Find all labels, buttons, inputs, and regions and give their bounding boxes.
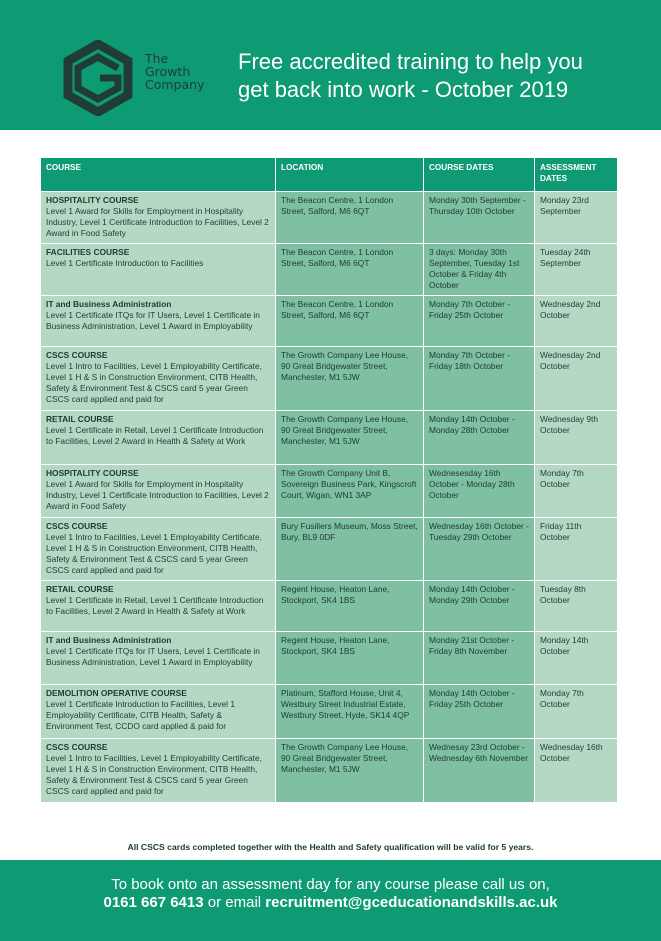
course-description: Level 1 Intro to Facilities, Level 1 Employability Certificate, Level 1 H & S in Construction Environment, CITB Health, Safety & Environment Test & CSCS card 5 year Green CSCS card applied and paid for: [46, 753, 262, 796]
course-name: IT and Business Administration: [46, 635, 172, 645]
table-row: [41, 244, 618, 296]
assessment-date-cell: Monday 23rd September: [535, 192, 618, 244]
assessment-date-cell: Monday 14th October: [535, 632, 618, 685]
location-cell: The Beacon Centre, 1 London Street, Salford, M6 6QT: [276, 244, 424, 296]
course-cell: [41, 685, 276, 739]
course-name: HOSPITALITY COURSE: [46, 468, 139, 478]
course-dates-cell: Monday 7th October - Friday 25th October: [424, 296, 535, 347]
assessment-date-cell: Monday 7th October: [535, 465, 618, 518]
email-address: recruitment@gceducationandskills.ac.uk: [265, 894, 558, 911]
location-cell: The Growth Company Lee House, 90 Great Bridgewater Street, Manchester, M1 5JW: [276, 739, 424, 803]
assessment-date-cell: Wednesday 16th October: [535, 739, 618, 803]
growth-company-logo-icon: [60, 40, 136, 116]
course-dates-cell: Wednesay 23rd October - Wednesday 6th November: [424, 739, 535, 803]
footer-banner: [0, 860, 661, 941]
column-header-course-dates: COURSE DATES: [424, 158, 535, 192]
course-description: Level 1 Certificate ITQs for IT Users, Level 1 Certificate in Business Administration, Level 1 Award in Employability: [46, 310, 260, 331]
location-cell: Bury Fusiliers Museum, Moss Street, Bury, BL9 0DF: [276, 518, 424, 581]
course-dates-cell: Monday 21st October - Friday 8th November: [424, 632, 535, 685]
column-header-location: LOCATION: [276, 158, 424, 192]
course-cell: [41, 518, 276, 581]
assessment-date-cell: Friday 11th October: [535, 518, 618, 581]
table-header-row: [41, 158, 618, 192]
location-cell: Regent House, Heaton Lane, Stockport, SK4 1BS: [276, 632, 424, 685]
table-row: [41, 296, 618, 347]
course-description: Level 1 Certificate ITQs for IT Users, Level 1 Certificate in Business Administration, Level 1 Award in Employability: [46, 646, 260, 667]
or-email-text: or email: [203, 894, 266, 911]
table-row: [41, 192, 618, 244]
assessment-date-cell: Tuesday 24th September: [535, 244, 618, 296]
table-row: [41, 581, 618, 632]
course-description: Level 1 Award for Skills for Employment in Hospitality Industry, Level 1 Certificate Introduction to Facilities, Level 2 Award in Food Safety: [46, 479, 269, 511]
table-row: [41, 518, 618, 581]
course-description: Level 1 Certificate in Retail, Level 1 Certificate Introduction to Facilities, Level 2 Award in Health & Safety at Work: [46, 425, 264, 446]
location-cell: The Growth Company Lee House, 90 Great Bridgewater Street, Manchester, M1 5JW: [276, 411, 424, 465]
column-header-assessment-dates: ASSESSMENT DATES: [535, 158, 618, 192]
location-cell: The Growth Company Unit B, Sovereign Business Park, Kingscroft Court, Wigan, WN1 3AP: [276, 465, 424, 518]
table-row: [41, 685, 618, 739]
course-name: FACILITIES COURSE: [46, 247, 130, 257]
location-cell: The Beacon Centre, 1 London Street, Salford, M6 6QT: [276, 192, 424, 244]
course-dates-cell: Wednesesday 16th October - Monday 28th October: [424, 465, 535, 518]
table-row: [41, 347, 618, 411]
course-dates-cell: Monday 7th October - Friday 18th October: [424, 347, 535, 411]
course-description: Level 1 Certificate in Retail, Level 1 Certificate Introduction to Facilities, Level 2 Award in Health & Safety at Work: [46, 595, 264, 616]
course-name: RETAIL COURSE: [46, 414, 114, 424]
course-cell: [41, 411, 276, 465]
course-cell: [41, 632, 276, 685]
page-title: Free accredited training to help you get back into work - October 2019: [238, 49, 583, 102]
course-name: CSCS COURSE: [46, 521, 108, 531]
course-description: Level 1 Certificate Introduction to Facilities: [46, 258, 204, 268]
location-cell: The Growth Company Lee House, 90 Great Bridgewater Street, Manchester, M1 5JW: [276, 347, 424, 411]
assessment-date-cell: Wednesday 2nd October: [535, 347, 618, 411]
course-description: Level 1 Intro to Facilities, Level 1 Employability Certificate, Level 1 H & S in Construction Environment, CITB Health, Safety & Environment Test & CSCS card 5 year Green CSCS card applied and paid for: [46, 532, 262, 575]
course-name: CSCS COURSE: [46, 350, 108, 360]
table-row: [41, 465, 618, 518]
assessment-date-cell: Tuesday 8th October: [535, 581, 618, 632]
course-table: [40, 157, 617, 803]
course-dates-cell: Wednesday 16th October - Tuesday 29th October: [424, 518, 535, 581]
assessment-date-cell: Wednesday 2nd October: [535, 296, 618, 347]
course-name: IT and Business Administration: [46, 299, 172, 309]
logo-wordmark: The Growth Company: [145, 51, 205, 92]
location-cell: Platinum, Stafford House, Unit 4, Westbury Street Industrial Estate, Westbury Street, Hyde, SK14 4QP: [276, 685, 424, 739]
course-cell: [41, 739, 276, 803]
course-cell: [41, 465, 276, 518]
cscs-validity-note: All CSCS cards completed together with the Health and Safety qualification will be valid for 5 years.: [127, 842, 534, 852]
assessment-date-cell: Wednesday 9th October: [535, 411, 618, 465]
course-cell: [41, 581, 276, 632]
course-cell: [41, 192, 276, 244]
course-description: Level 1 Intro to Facilities, Level 1 Employability Certificate, Level 1 H & S in Construction Environment, CITB Health, Safety & Environment Test & CSCS card 5 year Green CSCS card applied and paid for: [46, 361, 262, 404]
course-cell: [41, 244, 276, 296]
course-dates-cell: Monday 14th October - Monday 28th October: [424, 411, 535, 465]
course-name: RETAIL COURSE: [46, 584, 114, 594]
course-dates-cell: 3 days: Monday 30th September, Tuesday 1st October & Friday 4th October: [424, 244, 535, 296]
course-cell: [41, 296, 276, 347]
course-name: CSCS COURSE: [46, 742, 108, 752]
course-description: Level 1 Certificate Introduction to Facilities, Level 1 Employability Certificate, CITB Health, Safety & Environment Test, CCDO card applied & paid for: [46, 699, 235, 731]
course-cell: [41, 347, 276, 411]
phone-number: 0161 667 6413: [103, 894, 204, 911]
column-header-course: COURSE: [41, 158, 276, 192]
course-dates-cell: Monday 14th October - Friday 25th October: [424, 685, 535, 739]
table-row: [41, 739, 618, 803]
booking-instructions: To book onto an assessment day for any course please call us on,: [111, 876, 550, 893]
location-cell: Regent House, Heaton Lane, Stockport, SK4 1BS: [276, 581, 424, 632]
course-name: DEMOLITION OPERATIVE COURSE: [46, 688, 187, 698]
header-banner: [0, 0, 661, 130]
table-row: [41, 632, 618, 685]
course-dates-cell: Monday 30th September - Thursday 10th October: [424, 192, 535, 244]
contact-line: [0, 894, 661, 912]
table-row: [41, 411, 618, 465]
assessment-date-cell: Monday 7th October: [535, 685, 618, 739]
course-name: HOSPITALITY COURSE: [46, 195, 139, 205]
course-dates-cell: Monday 14th October - Monday 29th October: [424, 581, 535, 632]
course-description: Level 1 Award for Skills for Employment in Hospitality Industry, Level 1 Certificate Introduction to Facilities, Level 2 Award in Food Safety: [46, 206, 269, 238]
location-cell: The Beacon Centre, 1 London Street, Salford, M6 6QT: [276, 296, 424, 347]
